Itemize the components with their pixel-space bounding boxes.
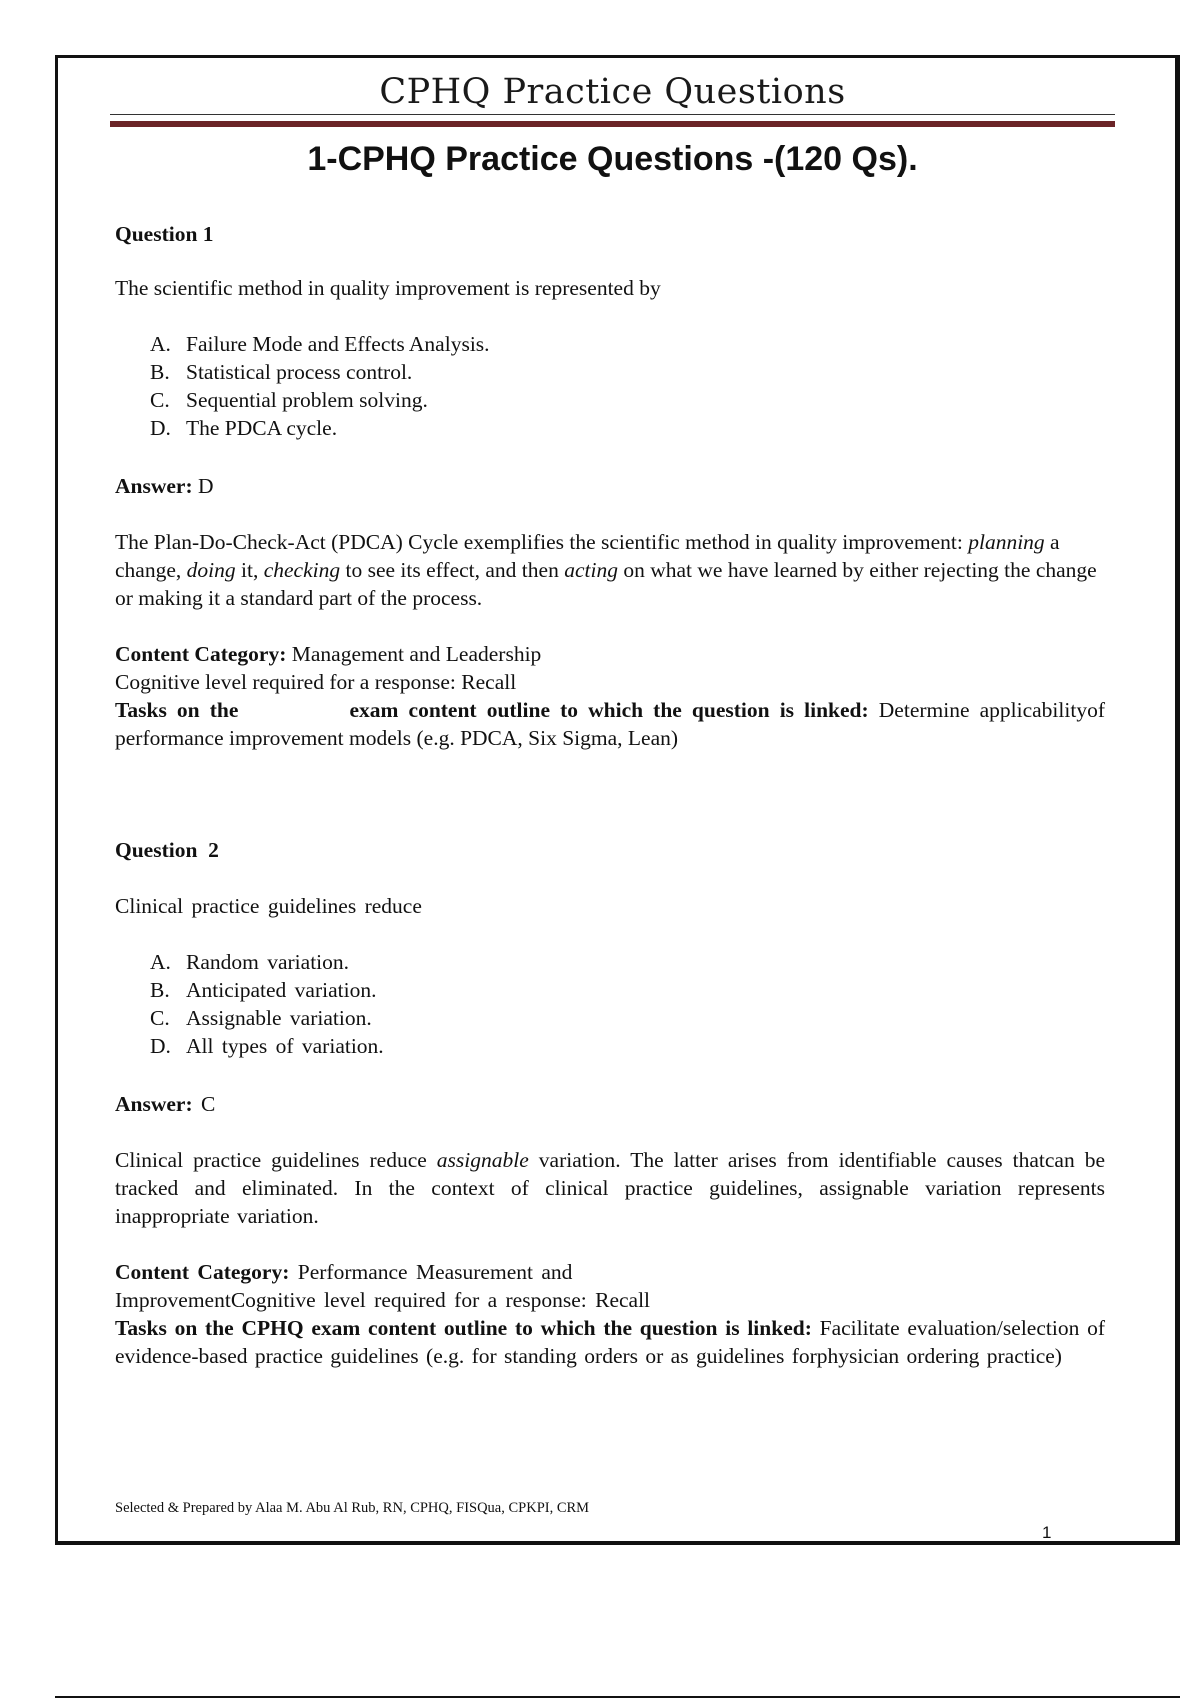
question-2-answer: Answer: C bbox=[115, 1092, 216, 1116]
option-d: D. All types of variation. bbox=[150, 1034, 384, 1058]
question-1-options bbox=[150, 330, 1050, 442]
question-1-category: Content Category: Management and Leadership bbox=[115, 642, 542, 666]
option-a: A. Failure Mode and Effects Analysis. bbox=[150, 332, 490, 356]
question-1-tasks: Tasks on the exam content outline to which the question is linked: Determine applicabilityof performance improvement models (e.g. PDCA, Six Sigma, Lean) bbox=[115, 698, 1111, 750]
question-2-stem: Clinical practice guidelines reduce bbox=[115, 894, 422, 918]
question-1-explanation: The Plan-Do-Check-Act (PDCA) Cycle exemplifies the scientific method in quality improvement: planning a change, doing it, checking to see its effect, and then acting on what we have learned by either rejecting the change or making it a standard part of the process. bbox=[115, 530, 1097, 610]
option-d: D. The PDCA cycle. bbox=[150, 416, 338, 440]
option-c: C. Assignable variation. bbox=[150, 1006, 372, 1030]
document-title: 1-CPHQ Practice Questions -(120 Qs). bbox=[307, 140, 918, 178]
running-header-title: CPHQ Practice Questions bbox=[379, 72, 846, 112]
question-1-stem: The scientific method in quality improvement is represented by bbox=[115, 276, 661, 300]
question-1-answer: Answer: D bbox=[115, 474, 214, 498]
page-number: 1 bbox=[1042, 1523, 1052, 1542]
question-1-heading: Question 1 bbox=[115, 222, 214, 246]
question-2-explanation: Clinical practice guidelines reduce assignable variation. The latter arises from identifiable causes thatcan be tracked and eliminated. In the context of clinical practice guidelines, assignable variation represents inappropriate variation. bbox=[115, 1148, 1105, 1228]
question-2-category: Content Category: Performance Measurement and ImprovementCognitive level required for a response: Recall bbox=[115, 1260, 651, 1312]
footer-credit: Selected & Prepared by Alaa M. Abu Al Rub, RN, CPHQ, FISQua, CPKPI, CRM bbox=[115, 1500, 590, 1516]
next-page-top-edge bbox=[55, 1696, 1180, 1698]
question-2-heading: Question 2 bbox=[115, 838, 219, 862]
header-rule-thick bbox=[110, 121, 1115, 127]
option-c: C. Sequential problem solving. bbox=[150, 388, 428, 412]
header-rule-thin bbox=[110, 114, 1115, 115]
question-2-tasks: Tasks on the CPHQ exam content outline to which the question is linked: Facilitate evaluation/selection of evidence-based practice guidelines (e.g. for standing orders or as guidelines forphysician ordering practice) bbox=[115, 1316, 1105, 1368]
option-a: A. Random variation. bbox=[150, 950, 350, 974]
question-2-options bbox=[150, 948, 1050, 1060]
option-b: B. Statistical process control. bbox=[150, 360, 413, 384]
question-1-cognitive: Cognitive level required for a response: Recall bbox=[115, 670, 517, 694]
option-b: B. Anticipated variation. bbox=[150, 978, 377, 1002]
